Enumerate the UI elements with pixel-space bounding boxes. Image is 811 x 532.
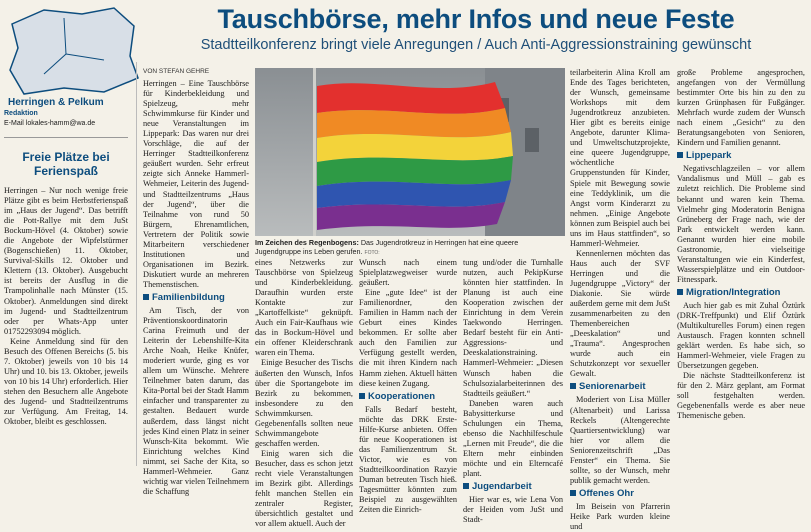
paragraph: Herringen – Eine Tauschbörse für Kinderbekleidung und Spielzeug, mehr Schwimmkurse für Kinder und neue Veranstaltungen im Lippepark: Das waren nur drei Vorschläge, die auf der Herringer Stadtteilkonferenz geäußert wurden. Sehr erfreut zeigte sich Anneke Hammerl-Wehmeier, Leiterin des Jugend- und Stadtteilzentrums „Haus der Jugend“, über die Teilnahme von rund 50 Bürgern, Ehrenamtlichen, Vertretern der Politik sowie Mitarbeitern verschiedener Institutionen und Organisationen im Bezirk. Diskutiert wurde an mehreren Themenstischen. <box>143 79 249 289</box>
paragraph: Wunsch nach einem Spielplatzwegweiser wurde geäußert. <box>359 258 457 288</box>
section-label: Herringen & Pelkum <box>8 97 104 108</box>
headline: Tauschbörse, mehr Infos und neue Feste <box>217 4 735 34</box>
article-column-3 <box>359 258 457 515</box>
section-heading: Offenes Ohr <box>570 488 670 500</box>
section-heading: Familienbildung <box>143 292 249 304</box>
article-column-2 <box>255 258 353 529</box>
paragraph: Kennenlernen möchten das Haus auch der SVF Herringen und die Jugendgruppe „Victory“ der Diakonie. Sie würde außerdem gerne mit dem JuSt zusammenarbeiten zu den Themenbereichen „Deeskalation“ und „Trauma“. Angesprochen wurde auch ein Schutzkonzept vor sexueller Gewalt. <box>570 248 670 379</box>
paragraph: Einige Besucher des Tischs äußerten den Wunsch, Infos über die Sportangebote im Bezirk zu bekommen, insbesondere zu den Schwimmkursen. Gegebenenfalls sollten neue Schwimmangebote geschaffen werden. <box>255 358 353 448</box>
paragraph: Negativschlagzeilen – vor allem Vandalismus und Müll – gab es zuletzt reichlich. Die Probleme sind bekannt und waren kein Thema. Vielmehr ging Moderatorin Benigna Grüneberg der Frage nach, wie der Park entwickelt werden kann. Genannt wurden hier eine mobile Gastronomie, vielseitige Veranstaltungen wie ein Kinderfest, Wasserspielplätze und ein Outdoor-Fitnesspark. <box>677 164 805 284</box>
caption-text: Das Jugendrotkreuz in Herringen hat eine queere Jugendgruppe ins Leben gerufen. <box>255 238 519 256</box>
article-column-6 <box>677 68 805 468</box>
sidebar-headline: Freie Plätze bei Ferienspaß <box>22 150 110 178</box>
article-column-1 <box>143 79 249 496</box>
section-heading: Jugendarbeit <box>463 481 563 493</box>
paragraph: Hier war es, wie Lena Von der Heiden vom JuSt und Stadt- <box>463 495 563 525</box>
article-column-4 <box>463 258 563 525</box>
paragraph: teilarbeiterin Alina Kroll am Ende des Tages berichteten, der Wunsch, gemeinsame Workshops mit dem Jugendrotkreuz anzubieten. Hier gibt es bereits einige Angebote, darunter Klima- und Umweltschutzprojekte, eine queere Jugendgruppe, wöchentliche Gruppenstunden für Kinder, Spiele mit Bewegung sowie eine Teddyklinik, um die Angst vorm Kinderarzt zu nehmen. „Einige Angebote können zum Beispiel auch bei uns im Haus stattfinden“, so Hammerl-Wehmeier. <box>570 68 670 248</box>
sidebar-paragraph: Herringen – Nur noch wenige freie Plätze gibt es beim Herbstferienspaß im „Haus der Jugend“. Das betrifft die Pott-Rallye mit dem JuSt Bockum-Hövel (4. Oktober) sowie die Angebote der Wipfelstürmer (Bogenschießen) 11. Oktober, Survival-Skills 12. Oktober und Klettern (13. Oktober). Ausgebucht ist bereits der Ausflug in die Trampolinhalle nach Münster (15. Oktober). Anmeldungen sind direkt im Jugend- und Stadtteilzentrum oder per Whats-App unter 01752293094 möglich. <box>4 186 128 336</box>
paragraph: Einig waren sich die Besucher, dass es schon jetzt recht viele Veranstaltungen im Bezirk gibt. Allerdings fehlt manchen Stellen ein zentraler Register, übersichtlich gestaltet und vor allem aktuell. Auch der <box>255 448 353 529</box>
divider <box>4 137 128 138</box>
section-heading: Migration/Integration <box>677 287 805 299</box>
section-heading: Seniorenarbeit <box>570 381 670 393</box>
paragraph: Am Tisch, der von Präventionskoordinatorin Carina Freimuth und der Leiterin der Lebenshilfe-Kita Arche Noah, Heike Knüfer, moderiert wurde, ging es vor allem um Wünsche. Mehrere Teilnehmer baten darum, das Kita-Portal bei der Stadt Hamm einfacher und transparenter zu gestalten. Bedauert wurde außerdem, dass längst nicht jedes Kind einen Platz in seiner Wunsch-Kita bekommt. Wie Einrichtung welches Kind nimmt, sei Sache der Kita, so Hammerl-Wehmeier. Ganz wichtig war vielen Teilnehmern die Schaffung <box>143 305 249 496</box>
paragraph: Falls Bedarf besteht, möchte das DRK Erste-Hilfe-Kurse anbieten. Offen für neue Kooperationen ist das Familienzentrum St. Victor, wie es von Stadtteilkoordination Razyie Duman betreuten Tisch hieß. Tagesmütter könnten zum Beispiel zu ausgewählten Zeiten die Einrich- <box>359 404 457 515</box>
paragraph: Moderiert von Lisa Müller (Altenarbeit) und Larissa Reckels (Altengerechte Quartiersentwicklung) war hier vor allem die Seniorenzeitschrift „Das Fenster“ ein Thema. Sie sollte, so der Wunsch, mehr publik gemacht werden. <box>570 395 670 485</box>
rainbow-flag-photo <box>255 68 565 236</box>
photo-caption <box>255 238 565 258</box>
paragraph: tung und/oder die Turnhalle nutzen, auch PekipKurse könnten hier stattfinden. In Planung ist auch eine Kooperation zwischen der Einrichtung in dem Verein Taekwondo Herringen. Bedarf besteht für ein Anti-Aggressions- und Deeskalationstraining. Hammerl-Wehmeier: „Diesen Wunsch haben die Schulsozialarbeiterinnen des Stadtteils geäußert.“ <box>463 258 563 398</box>
photo-credit: FOTO: <box>364 250 380 256</box>
paragraph: Auch hier gab es mit Zuhal Öztürk (DRK-Treffpunkt) und Elif Öztürk (Multikulturelles Forum) einen regen Austausch. Fragen konnten schnell geklärt werden. Es habe sich, so Hammerl-Wehmeier, viele Fragen zu Übersetzungen gegeben. <box>677 300 805 371</box>
sidebar-paragraph: Keine Anmeldung sind für den Besuch des Offenen Bereichs (5. bis 7. Oktober) jeweils von 10 bis 14 Uhr) und 10. bis 13. Oktober, jeweils von 10 bis 14 Uhr) erforderlich. Hier stehen den Besuchern alle Angebote des Jugend- und Stadtteilzentrums zur Verfügung. Am Freitag, 14. Oktober, bleibt es geschlossen. <box>4 336 128 427</box>
paragraph: Eine „gute Idee“ ist der Familienordner, den Familien in Hamm nach der Geburt eines Kindes bekommen. Er sollte aber auch den Familien zur Verfügung gestellt werden, die mit ihren Kindern nach Hamm ziehen. Aktuell hätten diese keinen Zugang. <box>359 288 457 388</box>
email-contact[interactable]: E-Mail lokales-hamm@wa.de <box>4 120 96 127</box>
redaktion-label: Redaktion <box>4 110 38 117</box>
article-column-5 <box>570 68 670 531</box>
caption-title: Im Zeichen des Regenbogens: <box>255 238 359 247</box>
paragraph: eines Netzwerks zur Tauschbörse von Spielzeug und Kinderbekleidung. Daraufhin wurden erste Kontakte zur „Kartoffelkiste“ geknüpft. Auch ein Fair-Kaufhaus wie das in Bockum-Hövel und ein offener Kleiderschrank waren ein Thema. <box>255 258 353 358</box>
sidebar-article <box>4 186 128 466</box>
section-heading: Lippepark <box>677 150 805 162</box>
paragraph: Daneben waren auch Babysitterkurse und Schulungen ein Thema, ebenso die Nachhilfeschule „Lernen mit Freude“, die die Eltern mehr einbinden möchte und ein Elterncafé plant. <box>463 398 563 478</box>
paragraph: große Probleme angesprochen, angefangen von der Vermüllung bestimmter Orte bis hin zu den zu kurzen Grünphasen für Fußgänger. Mehrfach wurde zudem der Wunsch nach einem „Gesicht“ zu den Beratungsangeboten von Senioren, Kindern und Familien genannt. <box>677 68 805 148</box>
divider <box>136 62 137 466</box>
byline: VON STEFAN GEHRE <box>143 68 210 75</box>
subheadline: Stadtteilkonferenz bringt viele Anregungen / Auch Anti-Aggressionstraining gewünscht <box>200 37 752 53</box>
section-heading: Kooperationen <box>359 391 457 403</box>
paragraph: Die nächste Stadtteilkonferenz ist für den 2. März geplant, am Format soll festgehalten werden. Gegebenenfalls werde es aber neue Themenische geben. <box>677 371 805 421</box>
rainbow-flag <box>317 82 513 230</box>
paragraph: Im Beisein von Pfarrerin Heike Park wurden kleine und <box>570 501 670 531</box>
